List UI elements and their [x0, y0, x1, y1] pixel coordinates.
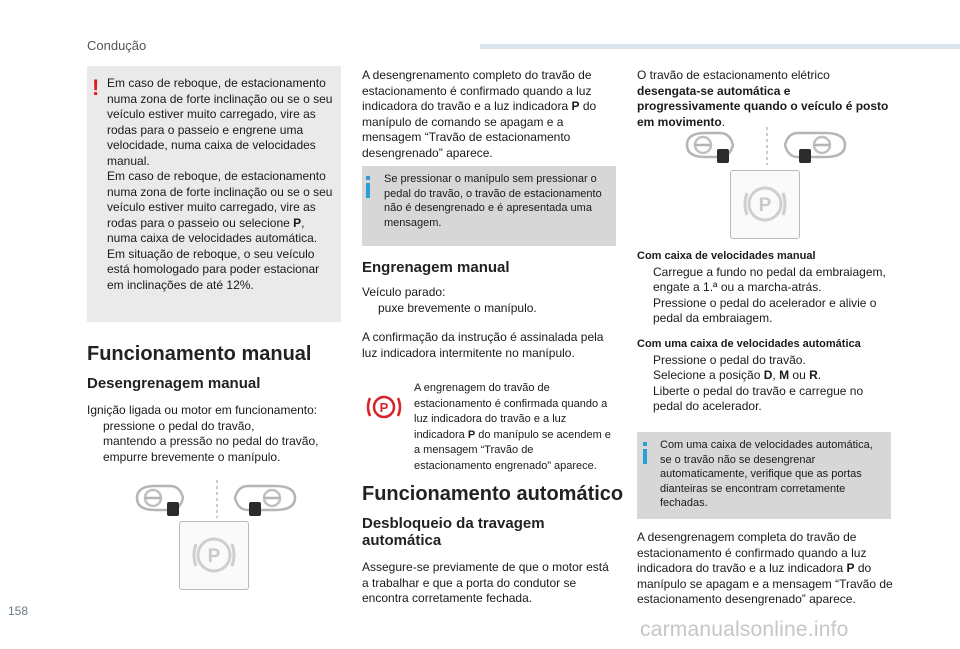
manual-disengage-text: [87, 403, 341, 465]
svg-text:P: P: [758, 195, 772, 216]
lock-icon: [717, 149, 729, 163]
bullet-icon: [87, 434, 103, 465]
parking-brake-button: [179, 521, 249, 590]
list-item: pressione o pedal do travão,: [87, 419, 341, 435]
section-title: Condução: [87, 38, 147, 53]
info-icon: [643, 449, 647, 464]
parking-brake-button-auto: [730, 170, 800, 239]
brake-warning-lamp-icon: [364, 392, 404, 422]
svg-text:P: P: [379, 400, 389, 415]
list-item: Pressione o pedal do travão.: [637, 353, 895, 369]
automatic-unlock-text: Assegure-se previamente de que o motor está a trabalhar e que a porta do condutor se encontra corretamente fechada.: [362, 560, 609, 605]
info-icon: [366, 183, 370, 198]
parking-letter: P: [207, 546, 221, 567]
bullet-icon: [87, 419, 103, 435]
bullet-icon: [362, 301, 378, 317]
bullet-icon: [637, 265, 653, 296]
bullet-icon: [637, 296, 653, 327]
list-item: Selecione a posição D, M ou R.: [637, 368, 895, 384]
manual-disengage-title: Desengrenagem manual: [87, 375, 261, 392]
manual-gearbox-title: Com caixa de velocidades manual: [637, 250, 816, 262]
lock-icon: [799, 149, 811, 163]
disengage-confirmation: A desengrenamento completo do travão de estacionamento é confirmado quando a luz indicadora do travão e a luz indicadora P do manípulo de comando se apagam e a mensagem “Travão de estacionamento desengrenado” aparece.: [362, 68, 597, 160]
parking-brake-icon: [180, 522, 248, 589]
warning-text: [107, 76, 337, 293]
list-item: mantendo a pressão no pedal do travão, empurre brevemente o manípulo.: [87, 434, 341, 465]
steering-wheel-illustration: [135, 478, 300, 520]
lock-icon: [167, 502, 179, 516]
automatic-operation-title: Funcionamento automático: [362, 483, 624, 505]
steering-wheel-right-icon: [785, 133, 845, 157]
automatic-final-confirmation: A desengrenagem completa do travão de estacionamento é confirmado quando a luz indicadora do travão e a luz indicadora P do manípulo se apagam e a mensagem “Travão de estacionamento desengrenado” aparece.: [637, 530, 893, 606]
automatic-gearbox-section: [637, 337, 895, 415]
warning-paragraph-1: Em caso de reboque, de estacionamento numa zona de forte inclinação ou se o seu veículo estiver muito carregado, vire as rodas para o passeio e engrene uma velocidade, numa caixa de velocidades manual.: [107, 76, 333, 168]
watermark: carmanualsonline.info: [640, 618, 849, 641]
header-bar: [480, 44, 960, 49]
warning-paragraph-3: Em situação de reboque, o seu veículo está homologado para poder estacionar em inclinações de até 12%.: [107, 246, 320, 292]
engage-intro: Veículo parado:: [362, 285, 446, 299]
manual-gearbox-section: [637, 249, 895, 327]
lock-icon: [249, 502, 261, 516]
steering-wheel-illustration-auto: [685, 125, 850, 167]
automatic-unlock-title: Desbloqueio da travagem automática: [362, 515, 545, 549]
info-text-auto: Com uma caixa de velocidades automática, se o travão não se desengrenar automaticamente, verifique que as portas dianteiras se encontram corretamente fechadas.: [660, 439, 873, 509]
engage-confirmation: A confirmação da instrução é assinalada pela luz indicadora intermitente no manípulo.: [362, 330, 604, 360]
automatic-gearbox-title: Com uma caixa de velocidades automática: [637, 338, 861, 350]
warning-paragraph-2: Em caso de reboque, de estacionamento numa zona de forte inclinação ou se o seu veículo estiver muito carregado, vire as rodas para o passeio ou selecione P, numa caixa de velocidades automática.: [107, 169, 333, 245]
info-icon-dot: [643, 442, 647, 446]
manual-engage-title: Engrenagem manual: [362, 259, 510, 276]
steering-wheel-right-icon: [235, 486, 295, 510]
bullet-icon: [637, 353, 653, 369]
list-item: Carregue a fundo no pedal da embraiagem, engate a 1.ª ou a marcha-atrás.: [637, 265, 895, 296]
bullet-icon: [637, 368, 653, 384]
manual-engage-text: [362, 285, 616, 316]
page-number: 158: [8, 604, 29, 618]
parking-brake-icon: [731, 171, 799, 238]
manual-operation-title: Funcionamento manual: [87, 343, 312, 365]
warning-icon: !: [92, 75, 100, 100]
list-item: puxe brevemente o manípulo.: [362, 301, 616, 317]
info-icon-dot: [366, 176, 370, 180]
manual-disengage-intro: Ignição ligada ou motor em funcionamento:: [87, 403, 318, 417]
list-item: Pressione o pedal do acelerador e alivie o pedal da embraiagem.: [637, 296, 895, 327]
info-text: Se pressionar o manípulo sem pressionar o pedal do travão, o travão de estacionamento não é desengrenado e é apresentada uma mensagem.: [384, 173, 602, 229]
automatic-intro: O travão de estacionamento elétrico desengata-se automática e progressivamente quando o veículo é posto em movimento.: [637, 68, 889, 129]
lamp-confirmation-text: A engrenagem do travão de estacionamento é confirmada quando a luz indicadora do travão e a luz indicadora P do manípulo se acendem e a mensagem “Travão de estacionamento engrenado” aparece.: [414, 382, 611, 472]
bullet-icon: [637, 384, 653, 415]
list-item: Liberte o pedal do travão e carregue no pedal do acelerador.: [637, 384, 895, 415]
